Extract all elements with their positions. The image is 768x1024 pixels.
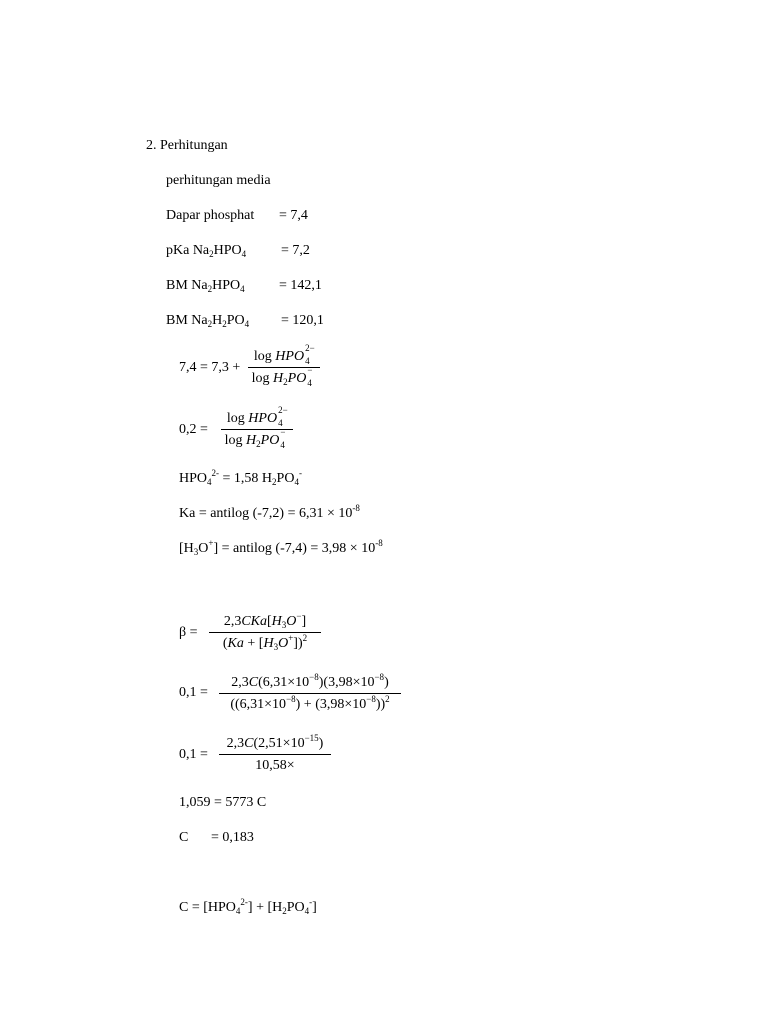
param-dapar-label: Dapar phosphat (166, 208, 255, 223)
beta-fraction (209, 611, 321, 652)
param-bm2-value: = 120,1 (281, 313, 324, 328)
eq2-numerator: log HPO 2− 4 (226, 405, 288, 428)
param-pka-label: pKa $Na_2HPO_4$ (166, 243, 247, 259)
eq2-left: 0,2 = (179, 422, 208, 437)
line-c-label: C (179, 830, 189, 845)
eq2-denominator: $\log H_2PO$ − 4 (224, 427, 286, 451)
line-c-sum: $C = [HPO_4^{2-}] + [H_2PO_4^-]$ (179, 897, 317, 916)
beta-denominator: $(Ka + [H_3O^+])^2$ (222, 633, 308, 652)
beta-numerator: $2,3CKa[H_3O^-]$ (223, 611, 307, 630)
eq-c1-numerator: $2,3C(6,31\times 10^{-8})(3,98\times 10^{-8})$ (231, 672, 389, 690)
line-c-value: = 0,183 (211, 830, 254, 845)
param-pka-value: = 7,2 (281, 243, 310, 258)
line-h3o: $[H_3O^+]$ = antilog $(-7,4) = 3,98 \times 10^{-8}$ (179, 538, 383, 557)
line-ka: Ka = antilog $(-7,2) = 6,31 \times 10^{-8}$ (179, 503, 360, 521)
param-bm1-value: = 142,1 (279, 278, 322, 293)
eq1-left: 7,4 = 7,3 + (179, 360, 241, 375)
section-heading: 2. Perhitungan (146, 138, 228, 153)
line-hpo-ratio: $HPO_4^{2-} = 1,58$ $H_2PO_4^-$ (179, 468, 302, 487)
beta-left: β = (179, 625, 198, 640)
line-1059: 1,059 = 5773 C (179, 795, 267, 810)
eq-c1-fraction (219, 672, 401, 712)
param-bm2-label: BM $Na_2H_2PO_4$ (166, 313, 250, 329)
eq-c2-denominator: 10,58× (255, 758, 295, 773)
fraction-bar (219, 754, 331, 755)
eq-c1-denominator: $((6,31\times 10^{-8}) + (3,98\times 10^{-8}))^2$ (230, 694, 390, 712)
param-dapar-value: = 7,4 (279, 208, 308, 223)
eq-c2-numerator: $2,3C(2,51\times 10^{-15})$ (226, 733, 324, 751)
eq1-numerator: log HPO 2− 4 (253, 343, 315, 366)
eq-c2-left: 0,1 = (179, 747, 208, 762)
subheading: perhitungan media (166, 173, 271, 188)
param-bm1-label: BM $Na_2HPO_4$ (166, 278, 245, 294)
eq-c2-fraction (219, 733, 331, 773)
eq-c1-left: 0,1 = (179, 685, 208, 700)
eq1-fraction (248, 343, 320, 389)
eq1-denominator: $\log H_2PO$ − 4 (251, 365, 313, 389)
eq2-fraction (221, 405, 293, 451)
